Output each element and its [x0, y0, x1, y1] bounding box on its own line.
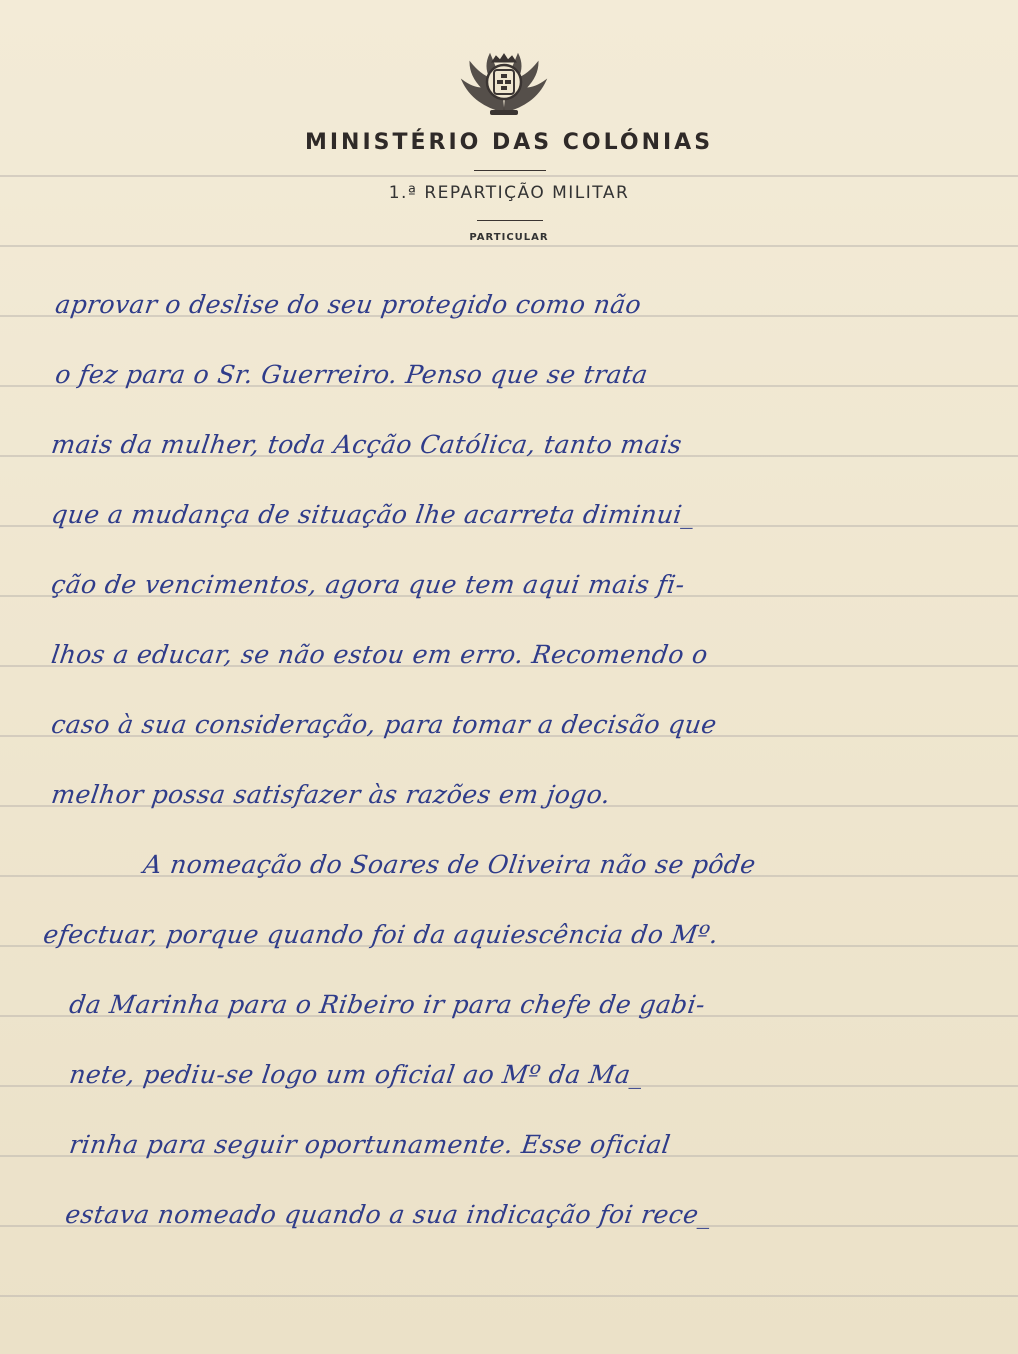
handwritten-line: nete, pediu-se logo um oficial ao Mº da Ma_ — [67, 1060, 646, 1089]
handwritten-line: mais da mulher, toda Acção Católica, tanto mais — [49, 430, 684, 459]
handwritten-line: melhor possa satisfazer às razões em jogo. — [49, 780, 613, 809]
handwritten-line: efectuar, porque quando foi da aquiescência do Mº. — [41, 920, 721, 949]
handwritten-line: rinha para seguir oportunamente. Esse oficial — [67, 1130, 673, 1159]
ministry-name: MINISTÉRIO DAS COLÓNIAS — [304, 130, 714, 155]
handwritten-line: ção de vencimentos, agora que tem aqui mais fi- — [49, 570, 687, 599]
handwritten-line: lhos a educar, se não estou em erro. Recomendo o — [49, 640, 710, 669]
handwritten-line: que a mudança de situação lhe acarreta diminui_ — [49, 500, 697, 529]
section-name: 1.ª REPARTIÇÃO MILITAR — [388, 183, 630, 203]
private-marking: PARTICULAR — [469, 232, 549, 243]
handwritten-line: aprovar o deslise do seu protegido como não — [53, 290, 644, 319]
handwritten-line: da Marinha para o Ribeiro ir para chefe de gabi- — [67, 990, 708, 1019]
handwritten-line: caso à sua consideração, para tomar a decisão que — [49, 710, 719, 739]
handwritten-line: A nomeação do Soares de Oliveira não se pôde — [141, 850, 758, 879]
handwritten-line: estava nomeado quando a sua indicação foi rece_ — [63, 1200, 714, 1229]
handwritten-line: o fez para o Sr. Guerreiro. Penso que se trata — [53, 360, 650, 389]
